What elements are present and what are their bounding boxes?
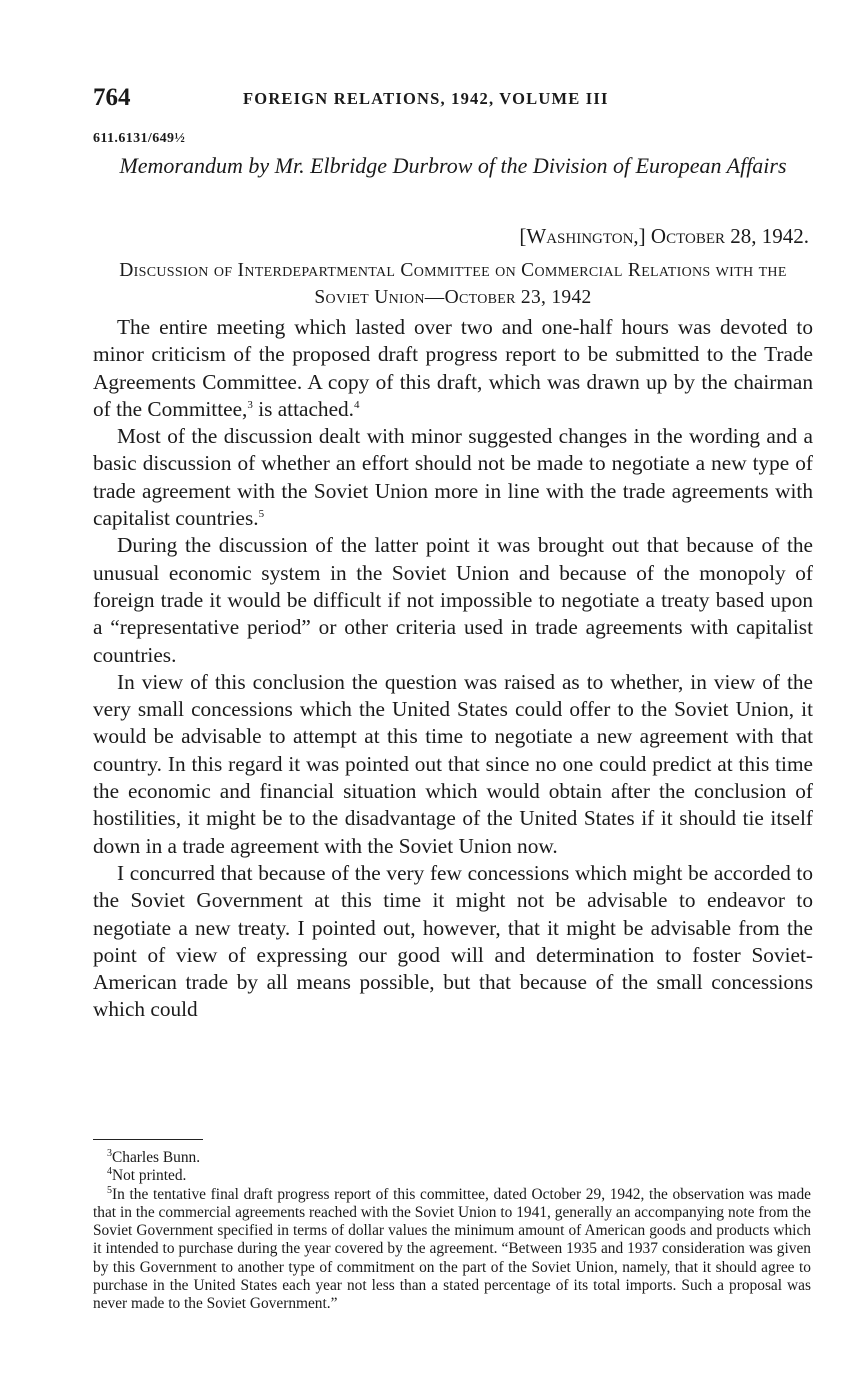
paragraph: [93, 423, 813, 532]
footnote-ref: 4: [354, 398, 360, 411]
page-number: 764: [93, 84, 131, 111]
file-number: 611.6131/649½: [93, 131, 186, 146]
running-head: FOREIGN RELATIONS, 1942, VOLUME III: [243, 89, 609, 108]
paragraph: [93, 860, 813, 1024]
document-title: Memorandum by Mr. Elbridge Durbrow of the Division of European Affairs: [119, 153, 787, 178]
footnote-mark: 3: [107, 1148, 112, 1159]
paragraph: [93, 532, 813, 668]
dateline: [Washington,] October 28, 1942.: [519, 224, 809, 248]
paragraph: [93, 314, 813, 423]
footnote-mark: 5: [107, 1184, 112, 1196]
paragraph-text: The entire meeting which lasted over two and one-half hours was devoted to minor criticism of the proposed draft progress report to be submitted to the Trade Agreements Committee. A copy of this draft, which was drawn up by the chairman of the Committee,: [93, 315, 813, 421]
footnote-ref: 3: [247, 398, 253, 411]
section-heading: Discussion of Interdepartmental Committee on Commercial Relations with the Soviet Union—October 23, 1942: [119, 260, 787, 308]
footnote-divider: [93, 1139, 203, 1140]
footnote-ref: 5: [258, 507, 265, 520]
paragraph-text: Most of the discussion dealt with minor suggested changes in the wording and a basic discussion of whether an effort should not be made to negotiate a new type of trade agreement with the Soviet Union more in line with the trade agreements with capitalist countries.: [93, 424, 813, 531]
paragraph-text: I concurred that because of the very few concessions which might be accorded to the Soviet Government at this time it might not be advisable to endeavor to negotiate a new treaty. I pointed out, however, that it might be advisable from the point of view of expressing our good will and determination to foster Soviet-American trade by all means possible, but that because of the small concessions which could: [93, 860, 813, 1022]
page-header: [93, 84, 813, 114]
paragraph: [93, 669, 813, 860]
paragraph-text: In view of this conclusion the question was raised as to whether, in view of the very small concessions which the United States could offer to the Soviet Union, it would be advisable to attempt at this time to negotiate a new agreement with that country. In this regard it was pointed out that since no one could predict at this time the economic and financial situation which would obtain after the conclusion of hostilities, it might be to the disadvantage of the United States if it should tie itself down in a trade agreement with the Soviet Union now.: [93, 669, 813, 858]
paragraph-text: is attached.: [252, 396, 354, 421]
footnote: [93, 1186, 811, 1314]
footnote-text: In the tentative final draft progress report of this committee, dated October 29, 1942, the observation was made that in the commercial agreements reached with the Soviet Union to 1941, generally an accompanying note from the Soviet Government specified in terms of dollar values the minimum amount of American goods and products which it intended to purchase during the year covered by the agreement. “Between 1935 and 1937 consideration was given by this Government to another type of commitment on the part of the Soviet Union, namely, that it should agree to purchase in the United States each year not less than a stated percentage of its total imports. Such a proposal was never made to the Soviet Government.”: [93, 1185, 811, 1313]
footnote-text: Not printed.: [112, 1167, 187, 1185]
footnote-text: Charles Bunn.: [112, 1149, 201, 1166]
footnote: [93, 1149, 811, 1167]
body-text: [93, 314, 813, 1024]
footnote-mark: 4: [107, 1166, 112, 1178]
paragraph-text: During the discussion of the latter point it was brought out that because of the unusual economic system in the Soviet Union and because of the monopoly of foreign trade it would be difficult if not impossible to negotiate a treaty based upon a “representative period” or other criteria used in trade agreements with capitalist countries.: [93, 533, 813, 667]
footnote: [93, 1167, 811, 1185]
footnotes: [93, 1149, 811, 1314]
